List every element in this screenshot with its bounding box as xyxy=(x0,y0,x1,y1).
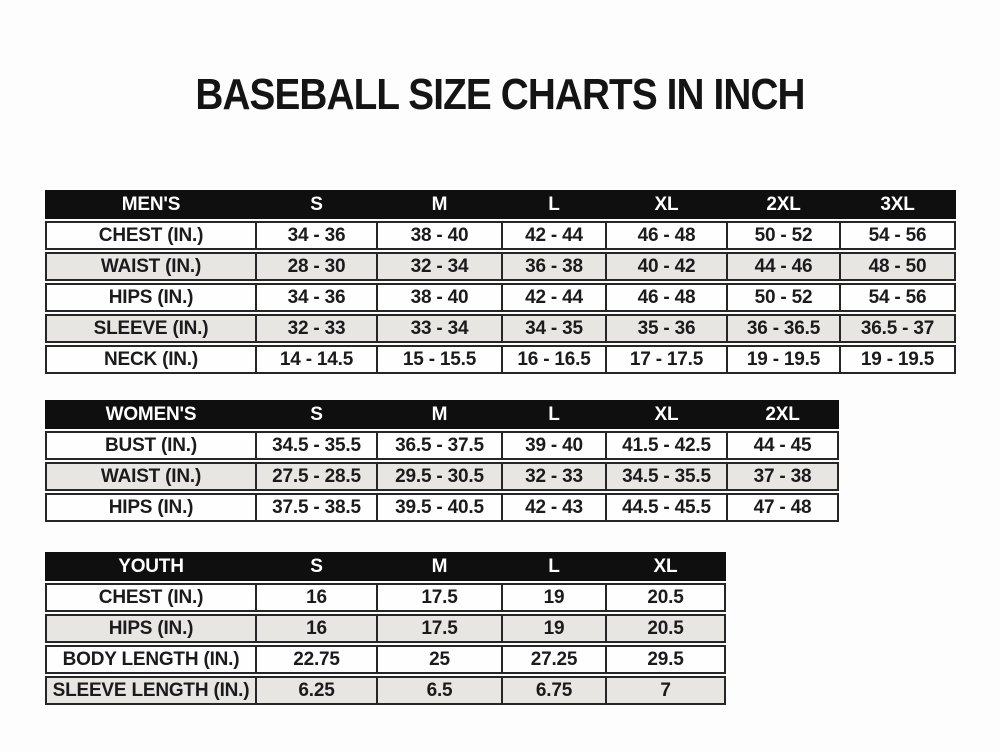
size-cell: 17.5 xyxy=(376,585,501,610)
size-cell: 16 xyxy=(255,616,376,641)
column-header-s: S xyxy=(255,192,376,217)
size-cell: 34.5 - 35.5 xyxy=(605,464,726,489)
youth-size-table xyxy=(45,552,726,707)
size-cell: 6.75 xyxy=(501,678,605,703)
row-label: HIPS (IN.) xyxy=(108,496,194,518)
size-cell: 42 - 43 xyxy=(501,495,605,520)
size-cell: 34.5 - 35.5 xyxy=(255,433,376,458)
size-cell: 38 - 40 xyxy=(376,285,501,310)
size-cell: 46 - 48 xyxy=(605,223,726,248)
size-cell: 25 xyxy=(376,647,501,672)
column-header-l: L xyxy=(501,554,605,579)
table-row-sleeve xyxy=(45,314,956,343)
table-row-waist xyxy=(45,252,956,281)
size-cell: 47 - 48 xyxy=(726,495,837,520)
size-cell: 54 - 56 xyxy=(839,285,954,310)
size-cell: 37.5 - 38.5 xyxy=(255,495,376,520)
size-cell: 39.5 - 40.5 xyxy=(376,495,501,520)
column-header-s: S xyxy=(255,554,376,579)
size-cell: 36 - 38 xyxy=(501,254,605,279)
size-cell: 27.5 - 28.5 xyxy=(255,464,376,489)
size-cell: 35 - 36 xyxy=(605,316,726,341)
column-header-xl: XL xyxy=(605,192,726,217)
row-label: BUST (IN.) xyxy=(105,434,197,456)
size-cell: 16 - 16.5 xyxy=(501,347,605,372)
column-header-l: L xyxy=(501,192,605,217)
table-title: WOMEN'S xyxy=(105,403,197,425)
mens-size-table xyxy=(45,190,956,376)
size-cell: 6.25 xyxy=(255,678,376,703)
size-cell: 38 - 40 xyxy=(376,223,501,248)
size-cell: 19 - 19.5 xyxy=(839,347,954,372)
size-cell: 32 - 33 xyxy=(501,464,605,489)
size-cell: 6.5 xyxy=(376,678,501,703)
size-cell: 19 xyxy=(501,616,605,641)
size-cell: 17.5 xyxy=(376,616,501,641)
size-cell: 40 - 42 xyxy=(605,254,726,279)
size-cell: 29.5 xyxy=(605,647,724,672)
womens-size-table xyxy=(45,400,839,524)
size-cell: 32 - 33 xyxy=(255,316,376,341)
row-label: HIPS (IN.) xyxy=(108,286,194,308)
size-cell: 15 - 15.5 xyxy=(376,347,501,372)
row-label: BODY LENGTH (IN.) xyxy=(62,648,240,670)
row-label: CHEST (IN.) xyxy=(98,224,204,246)
page-title: BASEBALL SIZE CHARTS IN INCH xyxy=(195,70,805,119)
column-header-xl: XL xyxy=(605,554,724,579)
size-cell: 37 - 38 xyxy=(726,464,837,489)
size-cell: 34 - 35 xyxy=(501,316,605,341)
table-row-body-length xyxy=(45,645,726,674)
table-row-chest xyxy=(45,583,726,612)
size-cell: 14 - 14.5 xyxy=(255,347,376,372)
size-cell: 50 - 52 xyxy=(726,223,839,248)
table-row-sleeve-length xyxy=(45,676,726,705)
row-label: SLEEVE LENGTH (IN.) xyxy=(52,679,250,701)
size-cell: 34 - 36 xyxy=(255,285,376,310)
size-cell: 27.25 xyxy=(501,647,605,672)
youth-header-row xyxy=(45,552,726,581)
size-cell: 7 xyxy=(605,678,724,703)
size-cell: 44.5 - 45.5 xyxy=(605,495,726,520)
table-row-neck xyxy=(45,345,956,374)
table-title: YOUTH xyxy=(118,555,184,577)
size-cell: 16 xyxy=(255,585,376,610)
size-cell: 19 xyxy=(501,585,605,610)
column-header-m: M xyxy=(376,554,501,579)
row-label: WAIST (IN.) xyxy=(100,465,202,487)
size-cell: 54 - 56 xyxy=(839,223,954,248)
size-cell: 17 - 17.5 xyxy=(605,347,726,372)
size-cell: 44 - 45 xyxy=(726,433,837,458)
column-header-s: S xyxy=(255,402,376,427)
row-label: SLEEVE (IN.) xyxy=(93,317,209,339)
size-cell: 22.75 xyxy=(255,647,376,672)
size-cell: 29.5 - 30.5 xyxy=(376,464,501,489)
table-row-chest xyxy=(45,221,956,250)
table-row-bust xyxy=(45,431,839,460)
size-cell: 32 - 34 xyxy=(376,254,501,279)
column-header-3xl: 3XL xyxy=(839,192,954,217)
table-row-hips xyxy=(45,283,956,312)
size-cell: 19 - 19.5 xyxy=(726,347,839,372)
column-header-l: L xyxy=(501,402,605,427)
row-label: HIPS (IN.) xyxy=(108,617,194,639)
table-title: MEN'S xyxy=(121,193,181,215)
size-cell: 20.5 xyxy=(605,585,724,610)
size-cell: 50 - 52 xyxy=(726,285,839,310)
table-row-waist xyxy=(45,462,839,491)
size-cell: 44 - 46 xyxy=(726,254,839,279)
size-cell: 36.5 - 37 xyxy=(839,316,954,341)
size-cell: 34 - 36 xyxy=(255,223,376,248)
column-header-2xl: 2XL xyxy=(726,192,839,217)
size-cell: 36.5 - 37.5 xyxy=(376,433,501,458)
column-header-xl: XL xyxy=(605,402,726,427)
size-cell: 46 - 48 xyxy=(605,285,726,310)
mens-header-row xyxy=(45,190,956,219)
size-cell: 39 - 40 xyxy=(501,433,605,458)
size-cell: 20.5 xyxy=(605,616,724,641)
table-row-hips xyxy=(45,493,839,522)
size-cell: 28 - 30 xyxy=(255,254,376,279)
row-label: WAIST (IN.) xyxy=(100,255,202,277)
womens-header-row xyxy=(45,400,839,429)
row-label: CHEST (IN.) xyxy=(98,586,204,608)
column-header-m: M xyxy=(376,192,501,217)
row-label: NECK (IN.) xyxy=(103,348,199,370)
column-header-2xl: 2XL xyxy=(726,402,837,427)
size-cell: 42 - 44 xyxy=(501,285,605,310)
size-cell: 36 - 36.5 xyxy=(726,316,839,341)
size-cell: 41.5 - 42.5 xyxy=(605,433,726,458)
size-cell: 48 - 50 xyxy=(839,254,954,279)
column-header-m: M xyxy=(376,402,501,427)
size-cell: 33 - 34 xyxy=(376,316,501,341)
table-row-hips xyxy=(45,614,726,643)
size-cell: 42 - 44 xyxy=(501,223,605,248)
